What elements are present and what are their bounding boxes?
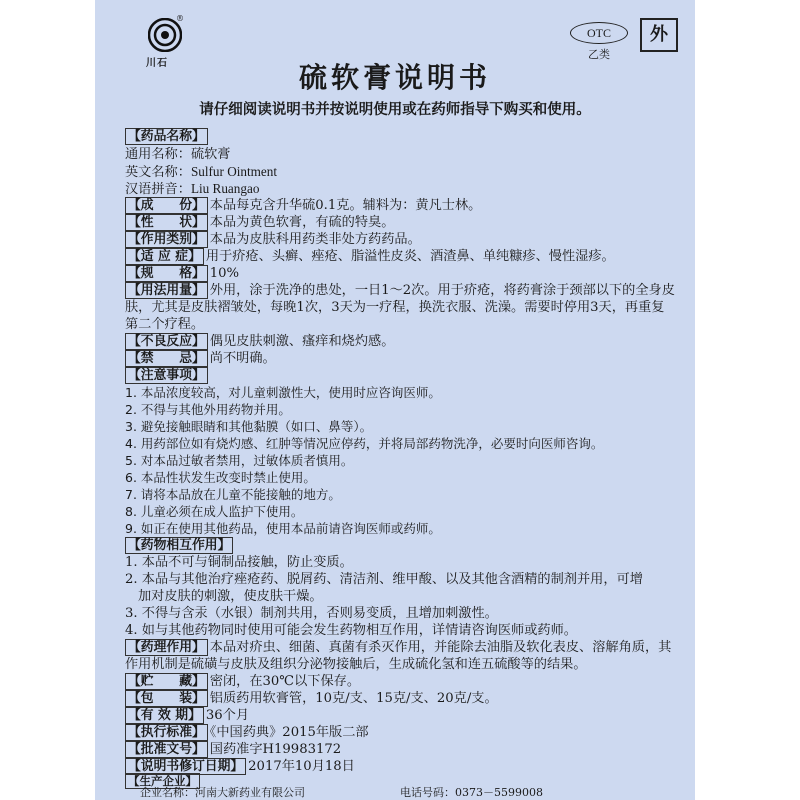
pinyin-row: 汉语拼音：Liu Ruangao	[125, 181, 260, 197]
revision-row: 【说明书修订日期】 2017年10月18日	[125, 758, 695, 775]
english-name-row: 英文名称：Sulfur Ointment	[125, 164, 278, 180]
list-item: 5. 对本品过敏者禁用，过敏体质者慎用。	[125, 453, 354, 468]
registered-mark: ®	[176, 14, 184, 23]
composition-row: 【成 份】 本品每克含升华硫0.1克。辅料为：黄凡士林。	[125, 197, 695, 214]
interactions-heading: 【药物相互作用】	[125, 537, 695, 554]
list-item: 4. 如与其他药物同时使用可能会发生药物相互作用，详情请咨询医师或药师。	[125, 623, 577, 638]
list-item: 2. 不得与其他外用药物并用。	[125, 402, 291, 417]
approval-row: 【批准文号】 国药准字H19983172	[125, 741, 695, 758]
list-item: 6. 本品性状发生改变时禁止使用。	[125, 470, 316, 485]
standard-row: 【执行标准】 《中国药典》2015年版二部	[125, 724, 695, 741]
drug-name-heading	[125, 128, 695, 145]
list-item: 7. 请将本品放在儿童不能接触的地方。	[125, 487, 341, 502]
package-row: 【包 装】 铝质药用软膏管，10克/支、15克/支、20克/支。	[125, 690, 695, 707]
common-name-row: 通用名称：硫软膏	[125, 147, 231, 162]
pharmacology-row: 【药理作用】 本品对疥虫、细菌、真菌有杀灭作用，并能除去油脂及软化表皮、溶解角质，其	[125, 639, 695, 656]
brand-logo-text: 川石	[146, 58, 168, 69]
otc-badge: OTC	[570, 22, 628, 44]
list-item: 8. 儿童必须在成人监护下使用。	[125, 504, 304, 519]
category-row: 【作用类别】 本品为皮肤科用药类非处方药药品。	[125, 231, 695, 248]
document-title: 硫软膏说明书	[298, 61, 491, 94]
precautions-heading: 【注意事项】	[125, 367, 695, 384]
manufacturer-heading: 【生产企业】	[125, 775, 695, 788]
list-item: 3. 避免接触眼睛和其他黏膜（如口、鼻等）。	[125, 419, 373, 434]
specification-row: 【规 格】 10%	[125, 265, 695, 282]
list-item: 9. 如正在使用其他药品，使用本品前请咨询医师或药师。	[125, 521, 441, 536]
otc-class-label: 乙类	[588, 48, 610, 61]
list-item: 1. 本品不可与铜制品接触，防止变质。	[125, 555, 353, 570]
list-item: 2. 本品与其他治疗痤疮药、脱屑药、清洁剂、维甲酸、以及其他含酒精的制剂并用，可增	[125, 572, 643, 587]
brand-logo-icon	[148, 18, 182, 52]
indications-row: 【适 应 症】 用于疥疮、头癣、痤疮、脂溢性皮炎、酒渣鼻、单纯糠疹、慢性湿疹。	[125, 248, 695, 265]
list-item: 1. 本品浓度较高，对儿童刺激性大，使用时应咨询医师。	[125, 385, 441, 400]
usage-row-3: 第二个疗程。	[125, 317, 205, 332]
storage-row: 【贮 藏】 密闭，在30℃以下保存。	[125, 673, 695, 690]
usage-row-2: 肤，尤其是皮肤褶皱处，每晚1次，3天为一疗程，换洗衣服、洗澡。需要时停用3天，再重复	[125, 300, 665, 315]
validity-row: 【有 效 期】 36个月	[125, 707, 695, 724]
contra-row: 【禁 忌】 尚不明确。	[125, 350, 695, 367]
document-subtitle: 请仔细阅读说明书并按说明使用或在药师指导下购买和使用。	[199, 102, 591, 118]
character-row: 【性 状】 本品为黄色软膏，有硫的特臭。	[125, 214, 695, 231]
phone-row: 电话号码：0373－5599008	[400, 786, 543, 799]
usage-row: 【用法用量】 外用，涂于洗净的患处，一日1～2次。用于疥疮，将药膏涂于颈部以下的全身皮	[125, 282, 695, 299]
manufacturer-name-row: 企业名称：河南大新药业有限公司	[140, 786, 305, 799]
external-use-badge: 外	[640, 18, 678, 52]
adverse-row: 【不良反应】 偶见皮肤刺激、瘙痒和烧灼感。	[125, 333, 695, 350]
pharmacology-row-2: 作用机制是硫磺与皮肤及组织分泌物接触后，生成硫化氢和连五硫酸等的结果。	[125, 657, 587, 672]
list-item: 3. 不得与含汞（水银）制剂共用，否则易变质，且增加刺激性。	[125, 606, 498, 621]
list-item: 4. 用药部位如有烧灼感、红肿等情况应停药，并将局部药物洗净，必要时向医师咨询。	[125, 436, 604, 451]
section-tag: 【药品名称】	[125, 128, 208, 145]
list-item: 加对皮肤的刺激，使皮肤干燥。	[138, 589, 323, 604]
